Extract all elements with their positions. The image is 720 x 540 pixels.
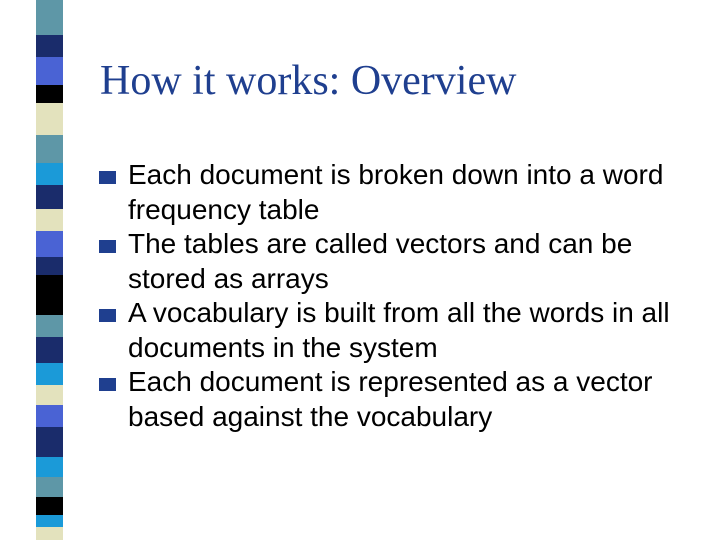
stripe-block bbox=[36, 163, 63, 185]
stripe-block bbox=[36, 103, 63, 135]
bullet-item bbox=[99, 227, 699, 296]
stripe-block bbox=[36, 405, 63, 427]
stripe-block bbox=[36, 85, 63, 103]
slide-title: How it works: Overview bbox=[100, 58, 517, 104]
square-bullet-icon bbox=[99, 378, 116, 391]
square-bullet-icon bbox=[99, 240, 116, 253]
stripe-block bbox=[36, 315, 63, 337]
stripe-block bbox=[36, 385, 63, 405]
stripe-block bbox=[36, 57, 63, 85]
stripe-block bbox=[36, 457, 63, 477]
bullet-item bbox=[99, 296, 699, 365]
stripe-block bbox=[36, 185, 63, 209]
bullet-item bbox=[99, 365, 699, 434]
stripe-block bbox=[36, 337, 63, 363]
stripe-block bbox=[36, 427, 63, 457]
stripe-block bbox=[36, 209, 63, 231]
bullet-text: The tables are called vectors and can be stored as arrays bbox=[128, 228, 633, 294]
square-bullet-icon bbox=[99, 309, 116, 322]
stripe-block bbox=[36, 0, 63, 35]
stripe-block bbox=[36, 257, 63, 275]
stripe-block bbox=[36, 527, 63, 540]
square-bullet-icon bbox=[99, 171, 116, 184]
bullet-list bbox=[99, 158, 699, 434]
stripe-block bbox=[36, 231, 63, 257]
bullet-item bbox=[99, 158, 699, 227]
bullet-text: A vocabulary is built from all the words in all documents in the system bbox=[128, 297, 670, 363]
stripe-block bbox=[36, 35, 63, 57]
stripe-block bbox=[36, 515, 63, 527]
bullet-text: Each document is represented as a vector based against the vocabulary bbox=[128, 366, 653, 432]
stripe-block bbox=[36, 135, 63, 163]
stripe-block bbox=[36, 497, 63, 515]
decorative-stripe bbox=[0, 0, 64, 540]
stripe-block bbox=[36, 477, 63, 497]
stripe-block bbox=[36, 275, 63, 315]
stripe-block bbox=[36, 363, 63, 385]
bullet-text: Each document is broken down into a word frequency table bbox=[128, 159, 664, 225]
